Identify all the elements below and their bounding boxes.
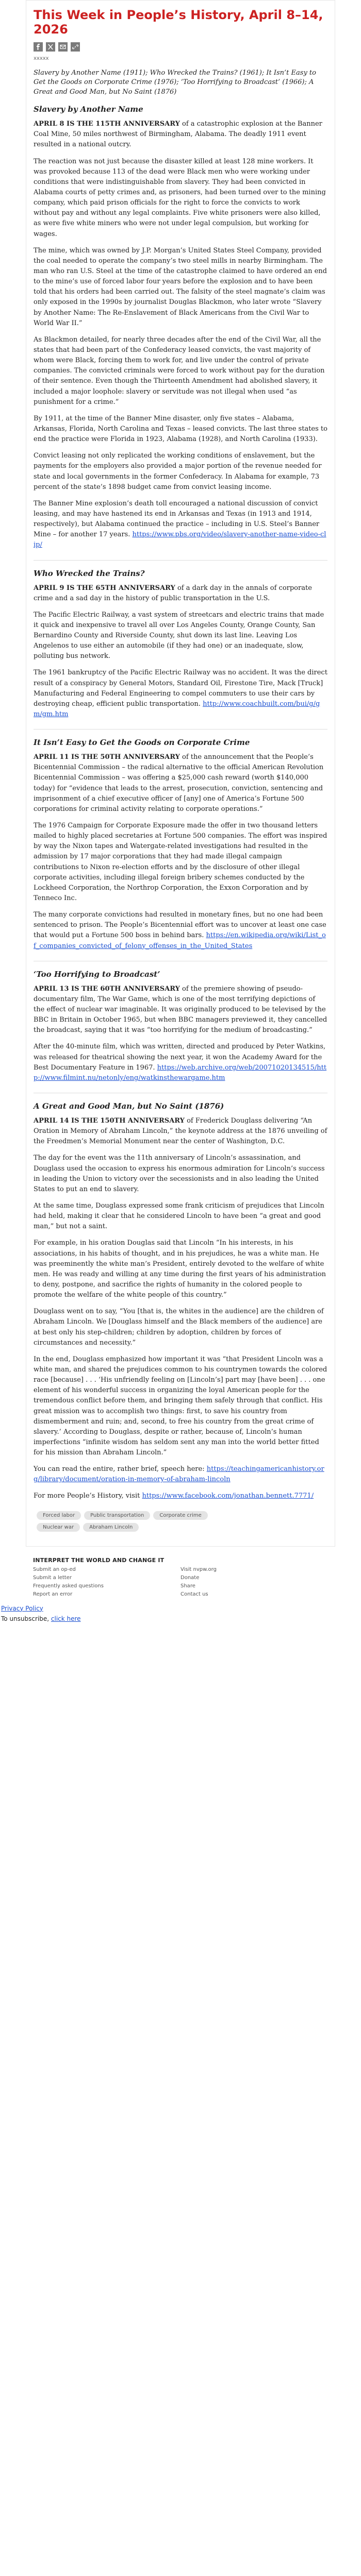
section-heading: It Isn’t Easy to Get the Goods on Corporate Crime <box>34 738 250 748</box>
section-divider <box>34 729 327 730</box>
section-paragraph <box>34 583 327 604</box>
social-share-bar <box>34 42 327 52</box>
paragraph-text: After the 40-minute film, which was written, directed and produced by Peter Watkins, was released for theatrical showing the next year, it won the Academy Award for the Best Documentary Feature in 1967. <box>34 1043 326 1072</box>
section-heading: ‘Too Horrifying to Broadcast’ <box>34 969 160 979</box>
brand-links-col-2 <box>180 1566 328 1599</box>
paragraph-text: The mine, which was owned by J.P. Morgan’s United States Steel Company, provided the coal needed to operate the company’s two steel mills in nearby Birmingham. The man who ran U.S. Steel at the time of the catastrophe claimed to have ordered an end to the mine’s use of forced labor four years before the explosion and to have been told that his orders had been carried out. The falsity of the steel magnate’s claim was only exposed in the 1990s by journalist Douglas Blackmon, who later wrote “Slavery by Another Name: The Re-Enslavement of Black Americans from the Civil War to World War II.” <box>34 246 327 327</box>
source-link[interactable]: https://web.archive.org/web/20071020134515/http://www.filmint.nu/netonly/eng/watkinsthewargame.htm <box>34 1063 327 1082</box>
paragraph-text: The day for the event was the 11th anniversary of Lincoln’s assassination, and Douglass used the occasion to express his enormous admiration for Lincoln’s success in leading the Union to victory over the secessionists and in also leading the United States to put an end to slavery. <box>34 1154 325 1193</box>
paragraph-text: The 1961 bankruptcy of the Pacific Electric Railway was no accident. It was the direct result of a conspiracy by General Motors, Standard Oil, Firestone Tire, Mack [Truck] Manufacturing and Federal Engineering to compel commuters to use their cars by destroying cheap, efficient public transportation. <box>34 669 327 708</box>
section-paragraph <box>34 984 327 1036</box>
privacy-policy-link[interactable]: Privacy Policy <box>1 1604 43 1612</box>
section-paragraph <box>34 414 327 445</box>
mail-icon <box>60 44 66 50</box>
topic-tags <box>37 1511 233 1532</box>
source-link[interactable]: https://www.facebook.com/jonathan.bennett.7771/ <box>142 1492 314 1500</box>
small-tag: xxxxx <box>34 55 49 61</box>
section-paragraph <box>34 752 327 815</box>
section-heading: Who Wrecked the Trains? <box>34 568 145 578</box>
section-divider <box>34 560 327 561</box>
section-paragraph <box>34 821 327 904</box>
visit-site-link[interactable]: Visit nvpw.org <box>180 1566 217 1572</box>
topic-tag[interactable]: Corporate crime <box>153 1511 207 1520</box>
section-paragraph <box>34 1201 327 1232</box>
section-paragraph <box>34 610 327 662</box>
section-heading: A Great and Good Man, but No Saint (1876) <box>34 1101 224 1111</box>
facebook-share-button[interactable] <box>34 42 43 52</box>
section-paragraph <box>34 1153 327 1195</box>
share-link[interactable]: Share <box>180 1583 195 1589</box>
brand-tagline: INTERPRET THE WORLD AND CHANGE IT <box>33 1556 165 1564</box>
paragraph-text: Convict leasing not only replicated the working conditions of enslavement, but the payments for the employers also provided a major portion of the revenue needed for state and local governments in the former Confederacy. In Alabama for example, 73 percent of the state’s 1898 budget came from convict leasing income. <box>34 452 322 491</box>
donate-link[interactable]: Donate <box>180 1574 200 1581</box>
paragraph-text: of a dark day in the annals of corporate crime and a sad day in the history of public transportation in the U.S. <box>34 584 312 602</box>
anniversary-lead: APRIL 9 IS THE 65TH ANNIVERSARY <box>34 584 175 592</box>
page-footer <box>0 1605 361 1622</box>
brand-links-col-1 <box>33 1566 180 1599</box>
section-paragraph <box>34 1491 327 1501</box>
email-share-button[interactable] <box>58 42 68 52</box>
section-paragraph <box>34 451 327 493</box>
topic-tag[interactable]: Abraham Lincoln <box>83 1523 139 1532</box>
section-paragraph <box>34 1354 327 1458</box>
submit-oped-link[interactable]: Submit an op-ed <box>33 1566 76 1572</box>
paragraph-text: of a catastrophic explosion at the Banner Coal Mine, 50 miles northwest of Birmingham, Alabama. The deadly 1911 event resulted in a national outcry. <box>34 120 322 149</box>
section-paragraph <box>34 246 327 329</box>
section-paragraph <box>34 1307 327 1348</box>
link-icon <box>72 44 78 50</box>
anniversary-lead: APRIL 8 IS THE 115TH ANNIVERSARY <box>34 120 180 128</box>
link-share-button[interactable] <box>71 42 80 52</box>
paragraph-text: By 1911, at the time of the Banner Mine disaster, only five states – Alabama, Arkansas, Florida, North Carolina and Texas – leased convicts. The last three states to end the practice were Florida in 1923, Alabama (1928), and North Carolina (1933). <box>34 414 327 444</box>
paragraph-text: At the same time, Douglass expressed some frank criticism of prejudices that Lincoln had held, making it clear that he considered Lincoln to have been “a great and good man,” but not a saint. <box>34 1201 324 1231</box>
x-icon <box>47 44 54 50</box>
paragraph-text: The reaction was not just because the disaster killed at least 128 mine workers. It was provoked because 113 of the dead were Black men who were working under conditions that were indistinguishable from slavery. They had been convicted in Alabama courts of petty crimes and, as prisoners, had been turned over to the mining company, which paid prison officials for the right to force the convicts to work without pay and without any legal complaints. Five white prisoners were also killed, as were five white miners who were not under legal compulsion, but working for wages. <box>34 157 326 238</box>
section-paragraph <box>34 335 327 408</box>
anniversary-lead: APRIL 14 IS THE 150TH ANNIVERSARY <box>34 1116 185 1125</box>
unsubscribe-link[interactable]: click here <box>51 1615 81 1622</box>
paragraph-text: As Blackmon detailed, for nearly three decades after the end of the Civil War, all the states that had been part of the Confederacy leased convicts, the vast majority of whom were Black, forcing them to work for, and live under the control of private companies. The convicted criminals were forced to work without pay for the duration of their sentence. Even though the Thirteenth Amendment had abolished slavery, it included a major loophole: slavery or servitude was not illegal when used “as punishment for a crime.” <box>34 335 325 406</box>
paragraph-text: The Banner Mine explosion’s death toll encouraged a national discussion of convict leasing, and may have hastened its end in Arkansas and Texas (in 1913 and 1914, respectively), but Alabama continued the practice – including in U.S. Steel’s Banner Mine – for another 17 years. <box>34 499 320 539</box>
faq-link[interactable]: Frequently asked questions <box>33 1583 104 1589</box>
paragraph-text: of the premiere showing of pseudo-documentary film, The War Game, which is one of the most terrifying depictions of the effect of nuclear war imaginable. It was originally produced to be televised by the BBC in Britain in October 1965, but when BBC managers previewed it, they cancelled the broadcast, saying that it was “too horrifying for the medium of broadcasting.” <box>34 985 327 1035</box>
section-paragraph <box>34 1042 327 1083</box>
report-error-link[interactable]: Report an error <box>33 1591 73 1597</box>
topic-tag[interactable]: Public transportation <box>84 1511 150 1520</box>
unsubscribe-prefix: To unsubscribe, <box>1 1615 51 1622</box>
source-link[interactable]: http://www.coachbuilt.com/bui/g/gm/gm.htm <box>34 700 320 719</box>
paragraph-text: The 1976 Campaign for Corporate Exposure made the offer in two thousand letters mailed to highly placed secretaries at Fortune 500 companies. The effort was inspired by way the Nixon tapes and Watergate-related investigations had resulted in the admission by 17 major corporations that they had made illegal campaign contributions to Nixon re-election efforts and by the disclosure of other illegal corporate activities, including illegal foreign bribery schemes conducted by the Lockheed Corporation, the Northrop Corporation, the Exxon Corporation and by Tenneco Inc. <box>34 822 327 903</box>
brand-footer <box>26 1554 335 1602</box>
topic-tag[interactable]: Nuclear war <box>37 1523 80 1532</box>
paragraph-text: Douglass went on to say, “You [that is, the whites in the audience] are the children of Abraham Lincoln. We [Douglass himself and the Black members of the audience] are at best only his step-children; children by adoption, children by forces of circumstances and necessity.” <box>34 1308 324 1347</box>
section-paragraph <box>34 499 327 551</box>
section-paragraph <box>34 119 327 150</box>
section-paragraph <box>34 157 327 240</box>
section-paragraph <box>34 668 327 720</box>
section-heading: Slavery by Another Name <box>34 105 143 114</box>
anniversary-lead: APRIL 13 IS THE 60TH ANNIVERSARY <box>34 985 180 993</box>
brand-links <box>33 1566 328 1599</box>
newsletter-title: This Week in People’s History, April 8–14, 2026 <box>34 8 323 37</box>
paragraph-text: For example, in his oration Douglas said that Lincoln “In his interests, in his associations, in his habits of thought, and in his prejudices, he was a white man. He was preeminently the white man’s President, entirely devoted to the welfare of white men. He was ready and willing at any time during the first years of his administration to deny, postpone, and sacrifice the rights of humanity in the colored people to promote the welfare of the white people of this country.” <box>34 1239 326 1299</box>
contact-link[interactable]: Contact us <box>180 1591 208 1597</box>
section-paragraph <box>34 910 327 952</box>
section-paragraph <box>34 1116 327 1147</box>
section-paragraph <box>34 1238 327 1300</box>
paragraph-text: The Pacific Electric Railway, a vast system of streetcars and electric trains that made it quick and inexpensive to travel all over Los Angeles County, Orange County, San Bernardino County and Riverside County, shut down its last line. Leaving Los Angelenos to use either an automobile (if they had one) or an inadequate, slow, polluting bus network. <box>34 611 324 660</box>
paragraph-text: of the announcement that the People’s Bicentennial Commission – the radical alternative to the official American Revolution Bicentennial Commission – was offering a $25,000 cash reward (worth $140,000 today) for “evidence that leads to the arrest, prosecution, conviction, sentencing and imprisonment of a chief executive officer of [any] one of America’s Fortune 500 corporations for criminal activity relating to corporate operations.” <box>34 753 324 813</box>
article-sections <box>34 105 327 1501</box>
facebook-icon <box>35 44 41 50</box>
source-link[interactable]: https://en.wikipedia.org/wiki/List_of_companies_convicted_of_felony_offenses_in_the_United_States <box>34 931 326 950</box>
source-link[interactable]: https://www.pbs.org/video/slavery-another-name-video-clip/ <box>34 531 326 549</box>
intro-summary: Slavery by Another Name (1911); Who Wrecked the Trains? (1961); It Isn’t Easy to Get the Goods on Corporate Crime (1976); ‘Too Horrifying to Broadcast’ (1966); A Great and Good Man, but No Saint (1876) <box>34 69 316 96</box>
twitter-share-button[interactable] <box>46 42 55 52</box>
section-paragraph <box>34 1464 327 1485</box>
source-link[interactable]: https://teachingamericanhistory.org/library/document/oration-in-memory-of-abraham-lincoln <box>34 1465 324 1484</box>
paragraph-text: of Frederick Douglass delivering “An Oration in Memory of Abraham Lincoln,” the keynote address at the 1876 unveiling of the Freedmen’s Memorial Monument near the center of Washington, D.C. <box>34 1116 327 1146</box>
paragraph-text: In the end, Douglass emphasized how important it was “that President Lincoln was a white man, and shared the prejudices common to his countrymen towards the colored race [because] . . . ‘His unfriendly feeling on [Lincoln’s] part may [have been] . . . one element of his wonderful success in organizing the loyal American people for the tremendous conflict before them, and bringing them safely through that conflict. His great mission was to accomplish two things: first, to save his country from dismemberment and ruin; and, second, to free his country from the great crime of slavery.’ According to Douglass, despite or rather, because of, Lincoln’s human imperfections “infinite wisdom has seldom sent any man into the world better fitted for his mission than Abraham Lincoln.” <box>34 1355 327 1457</box>
paragraph-text: The many corporate convictions had resulted in monetary fines, but no one had been sentenced to prison. The People’s Bicentennial effort was to uncover at least one case that would put a Fortune 500 boss in behind bars. <box>34 911 326 940</box>
anniversary-lead: APRIL 11 IS THE 50TH ANNIVERSARY <box>34 753 180 761</box>
email-body <box>26 0 335 1547</box>
paragraph-text: You can read the entire, rather brief, speech here: <box>34 1465 207 1473</box>
unsubscribe-line <box>1 1615 361 1622</box>
paragraph-text: For more People’s History, visit <box>34 1492 142 1500</box>
submit-letter-link[interactable]: Submit a letter <box>33 1574 72 1581</box>
topic-tag[interactable]: Forced labor <box>37 1511 81 1520</box>
